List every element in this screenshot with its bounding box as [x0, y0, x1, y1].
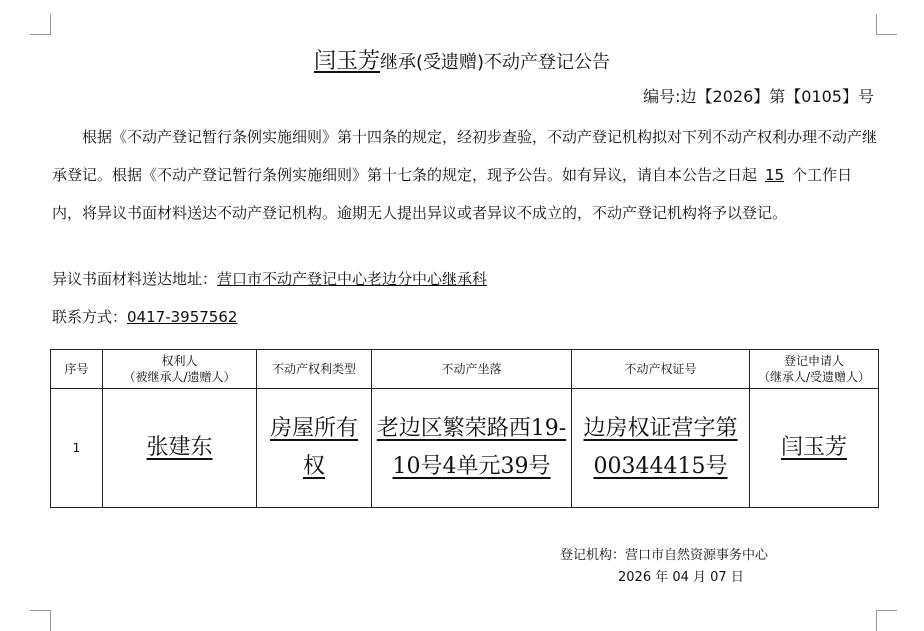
registration-table [50, 349, 879, 508]
announcement-date: 2026 年 04 月 07 日 [618, 570, 744, 585]
registration-agency: 登记机构：营口市自然资源事务中心 [560, 548, 769, 563]
contact [52, 306, 237, 327]
header-seq: 序号 [51, 350, 103, 389]
cell-location-text: 老边区繁荣路西19-10号4单元39号 [376, 416, 567, 479]
header-applicant-line2: （继承人/受遗赠人） [757, 370, 871, 384]
header-applicant [750, 350, 879, 389]
body-text-part2: 个工作日内，将异议书面材料送达不动产登记机构。逾期无人提出异议或者异议不成立的，不动产登记机构将予以登记。 [52, 166, 853, 222]
document-number: 编号:边【2026】第【0105】号 [643, 87, 874, 106]
cell-holder-text: 张建东 [146, 435, 213, 460]
cell-cert-no [572, 389, 750, 508]
page-title [0, 44, 924, 75]
header-cert-no: 不动产权证号 [572, 350, 750, 389]
contact-value: 0417-3957562 [127, 308, 238, 326]
cell-holder [103, 389, 257, 508]
cell-location [372, 389, 572, 508]
crop-mark-top-left [30, 14, 51, 35]
crop-mark-bottom-left [30, 610, 51, 631]
crop-mark-top-right [876, 14, 897, 35]
crop-mark-bottom-right [876, 610, 897, 631]
body-text-part1: 根据《不动产登记暂行条例实施细则》第十四条的规定，经初步查验，不动产登记机构拟对下列不动产权利办理不动产继承登记。根据《不动产登记暂行条例实施细则》第十七条的规定，现予公告。如有异议，请自本公告之日起 [52, 128, 878, 184]
cell-applicant-text: 闫玉芳 [780, 435, 847, 460]
objection-address-value: 营口市不动产登记中心老边分中心继承科 [217, 270, 488, 288]
cell-applicant [750, 389, 879, 508]
header-applicant-line1: 登记申请人 [783, 354, 844, 368]
contact-label: 联系方式： [52, 308, 128, 326]
objection-address [52, 268, 487, 289]
cell-right-type [257, 389, 372, 508]
cell-cert-no-text: 边房权证营字第00344415号 [583, 416, 738, 479]
header-location: 不动产坐落 [372, 350, 572, 389]
cell-right-type-text: 房屋所有权 [269, 416, 358, 479]
body-days: 15 [765, 166, 785, 184]
announcement-body [52, 118, 878, 232]
title-text: 继承(受遗赠)不动产登记公告 [379, 52, 611, 73]
objection-address-label: 异议书面材料送达地址： [52, 270, 218, 288]
table-header-row [51, 350, 879, 389]
header-right-type: 不动产权利类型 [257, 350, 372, 389]
header-holder [103, 350, 257, 389]
header-holder-line2: （被继承人/遗赠人） [123, 370, 236, 384]
title-applicant-name: 闫玉芳 [313, 49, 380, 74]
cell-seq: 1 [51, 389, 103, 508]
table-row [51, 389, 879, 508]
header-holder-line1: 权利人 [161, 354, 198, 368]
